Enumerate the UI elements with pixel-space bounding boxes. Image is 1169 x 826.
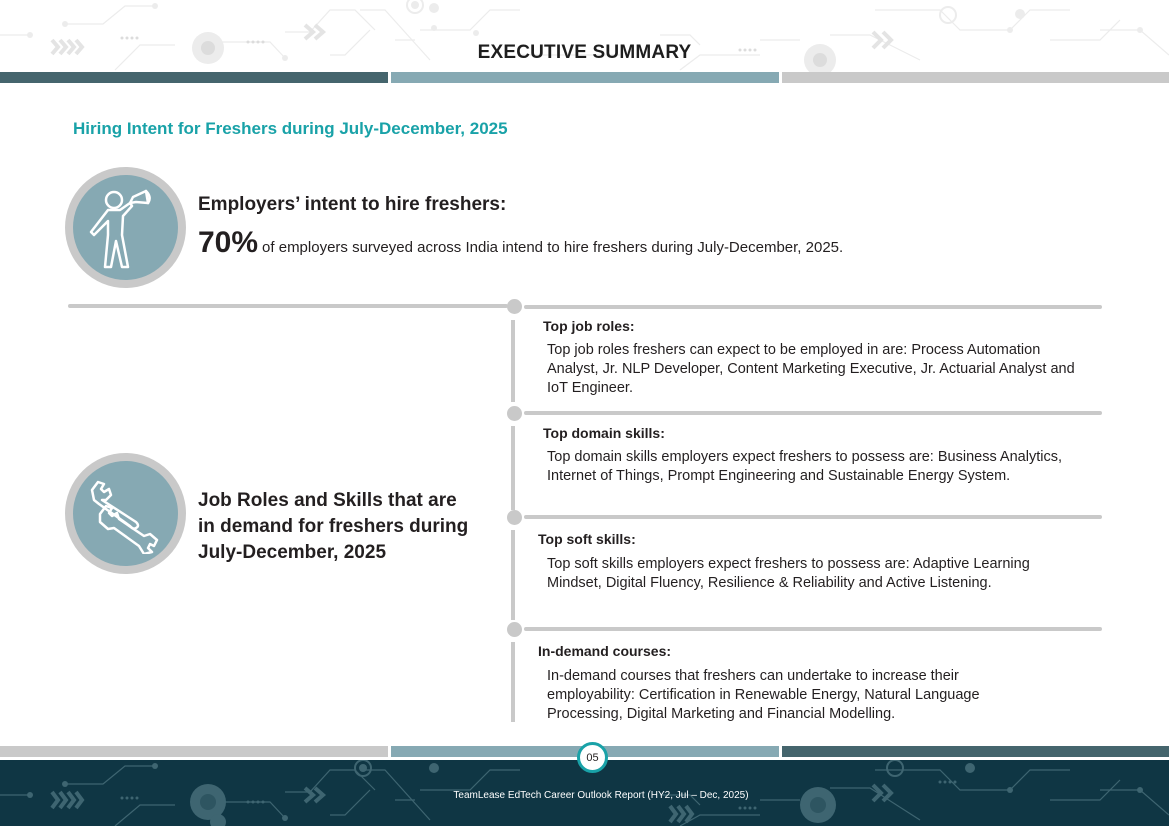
timeline-connector — [511, 426, 515, 510]
section-heading: Hiring Intent for Freshers during July-December, 2025 — [73, 119, 508, 138]
timeline-node — [507, 510, 522, 525]
intent-percentage: 70% — [198, 226, 259, 259]
page-number: 05 — [577, 742, 608, 773]
demand-icon-badge — [65, 453, 186, 574]
timeline-connector — [511, 642, 515, 722]
intent-title: Employers’ intent to hire freshers: — [198, 194, 507, 215]
intent-icon-badge — [65, 167, 186, 288]
block-title-courses: In-demand courses: — [538, 643, 672, 659]
footer-stripe-dark — [782, 746, 1169, 757]
timeline-node — [507, 299, 522, 314]
block-title-soft-skills: Top soft skills: — [538, 531, 636, 547]
header-stripe-dark — [0, 72, 388, 83]
timeline-connector — [511, 530, 515, 620]
timeline-divider — [524, 411, 1102, 415]
header-stripe-light — [782, 72, 1169, 83]
intent-description: of employers surveyed across India intend to hire freshers during July-December, 2025. — [262, 239, 844, 256]
wrenches-icon — [86, 474, 166, 554]
header-stripe-mid — [391, 72, 779, 83]
page-title: EXECUTIVE SUMMARY — [477, 42, 692, 63]
footer-report-title: TeamLease EdTech Career Outlook Report (HY2, Jul – Dec, 2025) — [453, 790, 749, 801]
timeline-node — [507, 622, 522, 637]
person-megaphone-icon — [86, 183, 166, 273]
timeline-divider — [524, 305, 1102, 309]
timeline-node — [507, 406, 522, 421]
block-text-courses: In-demand courses that freshers can undertake to increase their employability: Certification in Renewable Energy, Natural Language Processing, Digital Marketing and Financial Modelling. — [547, 668, 980, 722]
intent-statement — [198, 226, 843, 260]
timeline-divider — [524, 515, 1102, 519]
timeline-divider — [524, 627, 1102, 631]
footer-stripe-light — [0, 746, 388, 757]
timeline-connector — [511, 320, 515, 402]
block-title-job-roles: Top job roles: — [543, 318, 635, 334]
block-text-job-roles: Top job roles freshers can expect to be employed in are: Process Automation Analyst, Jr. NLP Developer, Content Marketing Executive, Jr. Actuarial Analyst and IoT Engineer. — [547, 342, 1075, 396]
block-text-domain-skills: Top domain skills employers expect freshers to possess are: Business Analytics, Internet of Things, Prompt Engineering and Sustainable Energy System. — [547, 449, 1062, 484]
block-title-domain-skills: Top domain skills: — [543, 425, 665, 441]
section-divider — [68, 304, 508, 308]
demand-title: Job Roles and Skills that are in demand for freshers during July-December, 2025 — [198, 490, 469, 563]
block-text-soft-skills: Top soft skills employers expect freshers to possess are: Adaptive Learning Mindset, Digital Fluency, Resilience & Reliability and Active Listening. — [547, 556, 1030, 591]
